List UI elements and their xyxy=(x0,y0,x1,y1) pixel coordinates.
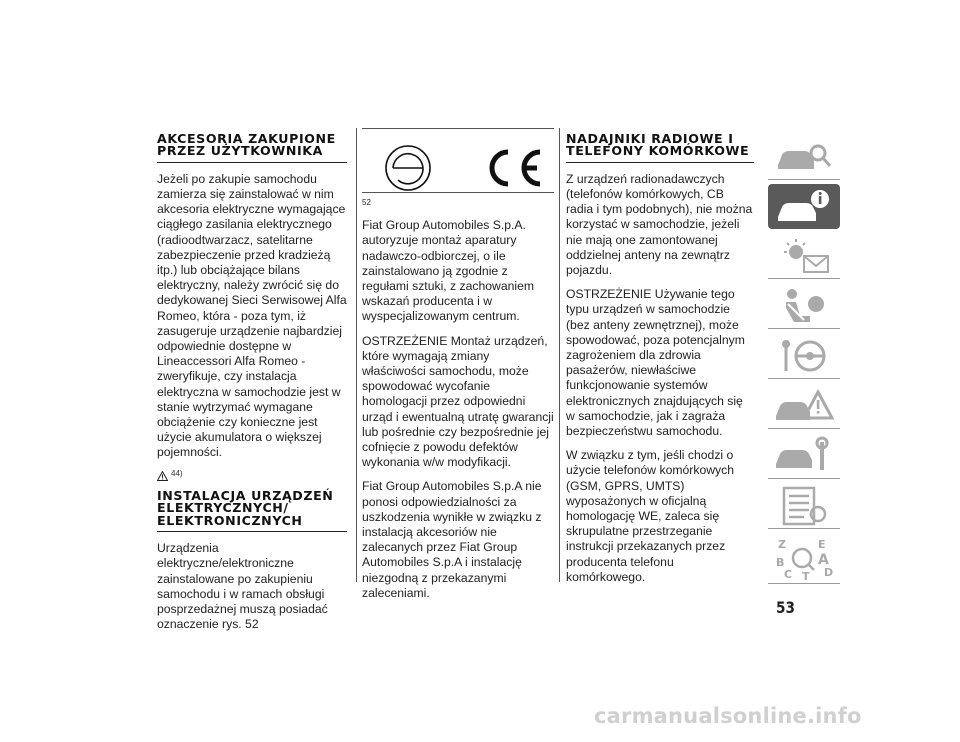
watermark: carmanualsonline.info xyxy=(594,704,862,728)
car-search-icon xyxy=(774,137,834,177)
key-steering-wheel-icon xyxy=(774,336,834,376)
heading-radio-transmitters: NADAJNIKI RADIOWE I TELEFONY KOMÓRKOWE xyxy=(566,133,754,163)
heading-accessories: AKCESORIA ZAKUPIONE PRZEZ UŻYTKOWNIKA xyxy=(157,133,347,163)
warning-triangle-icon xyxy=(157,471,168,481)
svg-text:E: E xyxy=(818,538,826,551)
column-1 xyxy=(157,128,347,641)
seat-airbag-icon xyxy=(774,286,834,326)
tab-technical-data[interactable] xyxy=(768,483,840,529)
e-mark-icon xyxy=(384,144,432,192)
chapter-tabs xyxy=(768,134,840,588)
paragraph-radio-3: W związku z tym, jeśli chodzi o użycie telefonów komórkowych (GSM, GPRS, UMTS) wyposażonych w oficjalną homologację WE, zaleca się skrupulatne przestrzeganie instrukcji przekazanych przez producenta telefonu komórkowego. xyxy=(566,448,734,584)
paragraph-accessories: Jeżeli po zakupie samochodu zamierza się zainstalować w nim akcesoria elektryczne wymagające ciągłego zasilania elektrycznego (radioodtwarzacz, satelitarne zabezpieczenie przed kradzieżą itp.) lub obciążające bilans elektryczny, należy zwrócić się do dedykowanej Sieci Serwisowej Alfa Romeo, która - poza tym, iż zasugeruje urządzenie najbardziej odpowiednie dostępne w Lineaccessori Alfa Romeo - zweryfikuje, czy instalacja elektryczna w samochodzie jest w stanie wytrzymać wymagane obciążenie czy konieczne jest użycie akumulatora o większej pojemności. xyxy=(157,171,347,460)
column-divider xyxy=(559,128,560,582)
column-3 xyxy=(566,128,754,594)
dashboard-lights-mail-icon xyxy=(774,236,834,276)
svg-text:Z: Z xyxy=(778,538,786,551)
warning-reference xyxy=(157,466,347,481)
paragraph-radio-warning: OSTRZEŻENIE Używanie tego typu urządzeń w samochodzie (bez anteny zewnętrznej), może spowodować, poza potencjalnym zagrożeniem dla zdrowia pasażerów, niewłaściwe funkcjonowanie systemów elektronicznych znajdujących się w samochodzie, jak i zagraża bezpieczeństwu samochodu. xyxy=(566,287,745,439)
tab-emergency[interactable] xyxy=(768,383,840,429)
paragraph-warning-modification: OSTRZEŻENIE Montaż urządzeń, które wymagają zmiany właściwości samochodu, może spowodować wycofanie homologacji przez odpowiedni urząd i ewentualną utratę gwarancji lub pośrednie czy bezpośrednie jej cofnięcie z powodu defektów wykonania w/w modyfikacji. xyxy=(362,333,554,470)
tab-index[interactable] xyxy=(768,533,840,584)
document-list-icon xyxy=(774,486,834,526)
ce-mark-icon xyxy=(480,148,544,188)
tab-starting-driving[interactable] xyxy=(768,333,840,379)
paragraph-authorization: Fiat Group Automobiles S.p.A. autoryzuje montaż aparatury nadawczo-odbiorczej, o ile zainstalowano ją zgodnie z regułami sztuki, z zachowaniem wskazań producenta i w wyspecjalizowanym centrum. xyxy=(362,218,535,324)
car-wrench-icon xyxy=(774,436,834,476)
car-info-icon xyxy=(774,187,834,227)
paragraph-liability: Fiat Group Automobiles S.p.A nie ponosi odpowiedzialności za uszkodzenia wynikłe w związku z instalacją akcesoriów nie zalecanych przez Fiat Group Automobiles S.p.A i instalację niezgodną z przekazanymi zaleceniami. xyxy=(362,479,542,600)
tab-dashboard-lights[interactable] xyxy=(768,233,840,279)
tab-car-info[interactable] xyxy=(768,184,840,229)
paragraph-electrical-devices: Urządzenia elektryczne/elektroniczne zainstalowane po zakupieniu samochodu i w ramach obsługi posprzedażnej muszą posiadać oznaczenie rys. 52 xyxy=(157,541,328,632)
paragraph-radio-1: Z urządzeń radionadawczych (telefonów komórkowych, CB radia i tym podobnych), nie można korzystać w samochodzie, jeżeli nie mają one zamontowanej oddzielnej anteny na zewnątrz pojazdu. xyxy=(566,171,753,278)
column-2 xyxy=(362,128,554,610)
tab-car-search[interactable] xyxy=(768,134,840,180)
tab-maintenance[interactable] xyxy=(768,433,840,479)
svg-text:C: C xyxy=(784,568,793,581)
car-warning-icon xyxy=(774,386,834,426)
alphabet-index-icon xyxy=(774,536,834,582)
svg-text:T: T xyxy=(802,570,810,582)
column-divider xyxy=(356,128,357,582)
heading-electrical-devices: INSTALACJA URZĄDZEŃ ELEKTRYCZNYCH/ ELEKTRONICZNYCH xyxy=(157,490,347,532)
figure-label: 52 xyxy=(362,192,554,210)
page-number: 53 xyxy=(776,598,795,617)
figure-52 xyxy=(362,128,554,188)
figure-top-rule xyxy=(362,128,554,129)
svg-text:B: B xyxy=(776,556,785,569)
warning-reference-number: 44) xyxy=(171,468,183,478)
svg-text:D: D xyxy=(824,566,834,579)
svg-text:A: A xyxy=(818,552,829,568)
tab-safety[interactable] xyxy=(768,283,840,329)
